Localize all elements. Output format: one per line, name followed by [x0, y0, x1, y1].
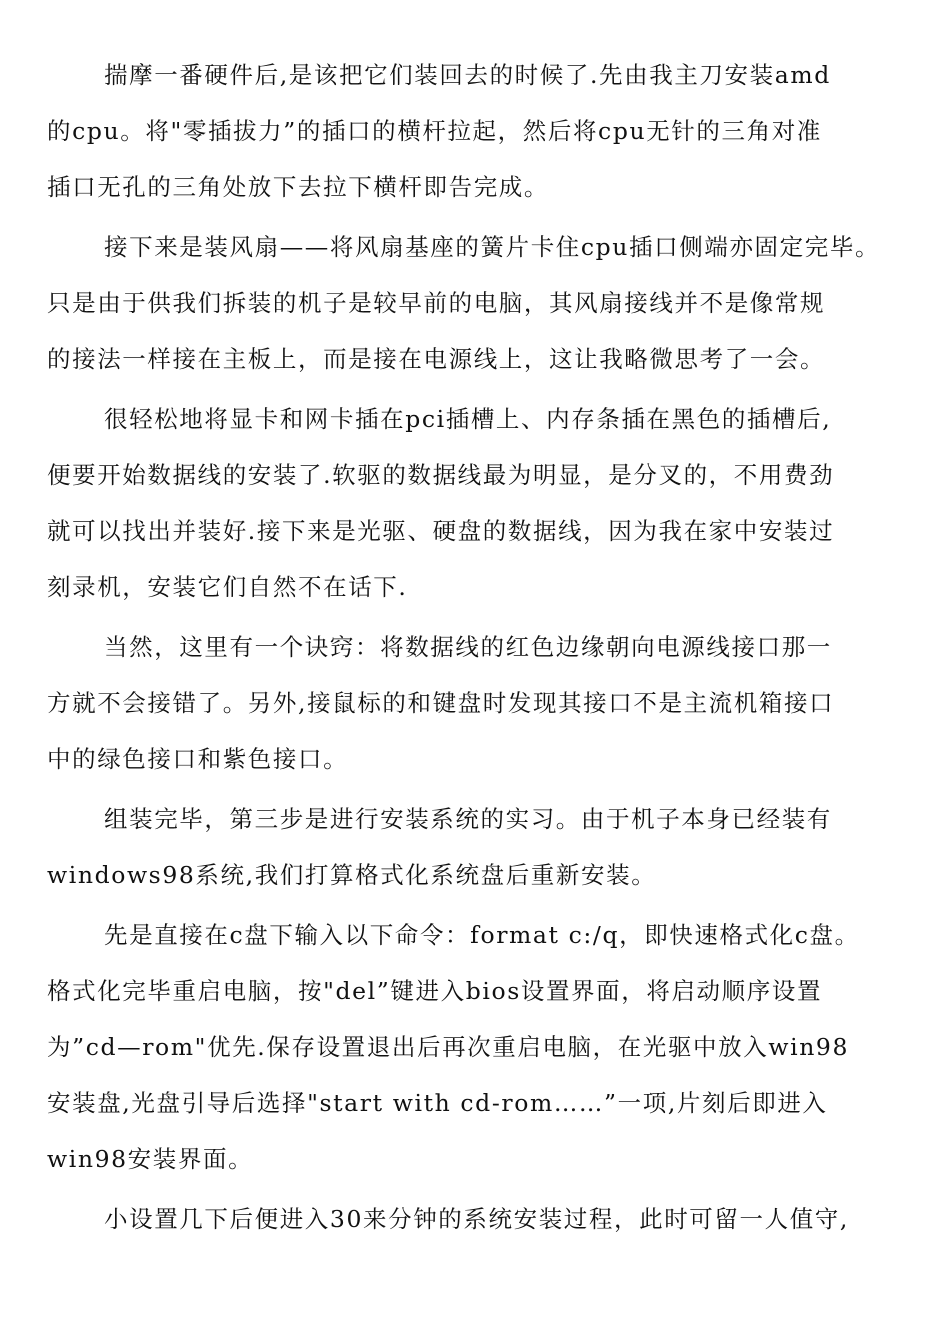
paragraph-line: 为”cd—rom"优先.保存设置退出后再次重启电脑，在光驱中放入win98: [47, 1033, 850, 1061]
paragraph-line: win98安装界面。: [47, 1145, 254, 1173]
paragraph-line: 先是直接在c盘下输入以下命令：format c:/q，即快速格式化c盘。: [104, 921, 860, 949]
paragraph-line: 方就不会接错了。另外,接鼠标的和键盘时发现其接口不是主流机箱接口: [47, 689, 835, 717]
paragraph-line: 当然，这里有一个诀窍：将数据线的红色边缘朝向电源线接口那一: [104, 633, 832, 661]
paragraph-line: 很轻松地将显卡和网卡插在pci插槽上、内存条插在黑色的插槽后,: [104, 405, 832, 433]
paragraph-line: 插口无孔的三角处放下去拉下横杆即告完成。: [47, 173, 549, 201]
paragraph-line: 的接法一样接在主板上，而是接在电源线上，这让我略微思考了一会。: [47, 345, 826, 373]
paragraph-line: 就可以找出并装好.接下来是光驱、硬盘的数据线，因为我在家中安装过: [47, 517, 835, 545]
paragraph-line: 只是由于供我们拆装的机子是较早前的电脑，其风扇接线并不是像常规: [47, 289, 826, 317]
paragraph-line: 刻录机，安装它们自然不在话下.: [47, 573, 408, 601]
paragraph-line: 中的绿色接口和紫色接口。: [47, 745, 349, 773]
paragraph-line: 的cpu。将"零插拔力”的插口的横杆拉起，然后将cpu无针的三角对准: [47, 117, 822, 145]
paragraph-line: 便要开始数据线的安装了.软驱的数据线最为明显，是分叉的，不用费劲: [47, 461, 835, 489]
paragraph-line: 揣摩一番硬件后,是该把它们装回去的时候了.先由我主刀安装amd: [104, 61, 831, 89]
paragraph-line: windows98系统,我们打算格式化系统盘后重新安装。: [47, 861, 657, 889]
paragraph-line: 接下来是装风扇——将风扇基座的簧片卡住cpu插口侧端亦固定完毕。: [104, 233, 881, 261]
paragraph-line: 小设置几下后便进入30来分钟的系统安装过程，此时可留一人值守,: [104, 1205, 849, 1233]
paragraph-line: 组装完毕，第三步是进行安装系统的实习。由于机子本身已经装有: [104, 805, 832, 833]
paragraph-line: 格式化完毕重启电脑，按"del”键进入bios设置界面，将启动顺序设置: [47, 977, 823, 1005]
paragraph-line: 安装盘,光盘引导后选择"start with cd-rom……”一项,片刻后即进入: [47, 1089, 828, 1117]
